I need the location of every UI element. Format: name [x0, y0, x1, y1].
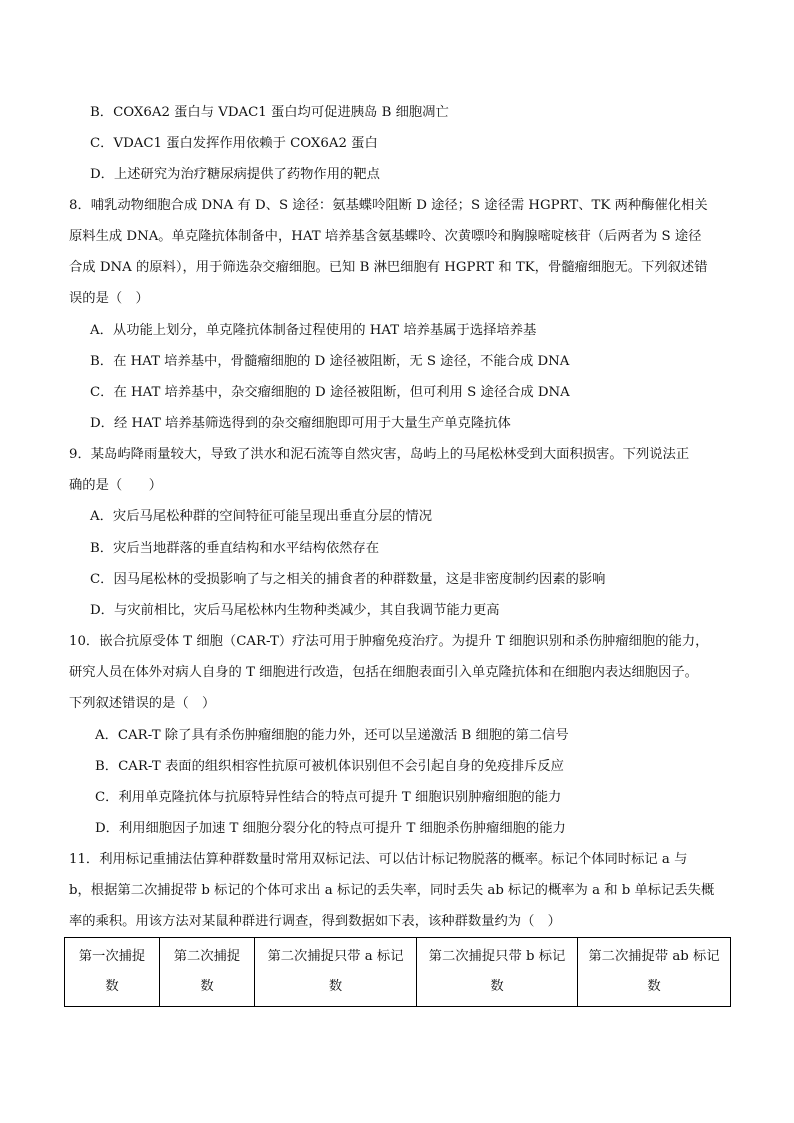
- q8-option-b: B．在 HAT 培养基中，骨髓瘤细胞的 D 途径被阻断，无 S 途径，不能合成 DNA: [90, 354, 570, 369]
- table-header-cell: 第一次捕捉 数: [65, 938, 160, 1007]
- q8-option-d: D．经 HAT 培养基筛选得到的杂交瘤细胞即可用于大量生产单克隆抗体: [90, 416, 511, 431]
- q9-option-a: A．灾后马尾松种群的空间特征可能呈现出垂直分层的情况: [90, 509, 433, 524]
- q10-option-c: C．利用单克隆抗体与抗原特异性结合的特点可提升 T 细胞识别肿瘤细胞的能力: [95, 790, 562, 805]
- table-header-cell: 第二次捕捉 数: [160, 938, 255, 1007]
- q9-option-d: D．与灾前相比，灾后马尾松林内生物种类减少，其自我调节能力更高: [90, 603, 500, 618]
- q10-option-d: D．利用细胞因子加速 T 细胞分裂分化的特点可提升 T 细胞杀伤肿瘤细胞的能力: [95, 821, 566, 836]
- q9-option-b: B．灾后当地群落的垂直结构和水平结构依然存在: [90, 541, 380, 556]
- q8-stem-line-1: 8．哺乳动物细胞合成 DNA 有 D、S 途径：氨基蝶呤阻断 D 途径；S 途径需 HGPRT、TK 两种酶催化相关: [69, 198, 708, 213]
- q7-option-c: C．VDAC1 蛋白发挥作用依赖于 COX6A2 蛋白: [90, 136, 378, 151]
- q7-option-b: B．COX6A2 蛋白与 VDAC1 蛋白均可促进胰岛 B 细胞凋亡: [90, 105, 449, 120]
- q11-stem-line-3: 率的乘积。用该方法对某鼠种群进行调查，得到数据如下表，该种群数量约为（ ）: [69, 914, 561, 929]
- q11-stem-line-1: 11．利用标记重捕法估算种群数量时常用双标记法、可以估计标记物脱落的概率。标记个体同时标记 a 与: [69, 852, 688, 867]
- q10-stem-line-2: 研究人员在体外对病人自身的 T 细胞进行改造，包括在细胞表面引入单克隆抗体和在细胞内表达细胞因子。: [69, 665, 698, 680]
- table-header-cell: 第二次捕捉只带 b 标记 数: [417, 938, 578, 1007]
- q8-option-c: C．在 HAT 培养基中，杂交瘤细胞的 D 途径被阻断，但可利用 S 途径合成 DNA: [90, 385, 570, 400]
- table-header-cell: 第二次捕捉只带 a 标记 数: [255, 938, 417, 1007]
- q8-stem-line-3: 合成 DNA 的原料），用于筛选杂交瘤细胞。已知 B 淋巴细胞有 HGPRT 和 TK，骨髓瘤细胞无。下列叙述错: [69, 260, 708, 275]
- table-header-cell: 第二次捕捉带 ab 标记 数: [578, 938, 731, 1007]
- q9-stem-line-1: 9．某岛屿降雨量较大，导致了洪水和泥石流等自然灾害，岛屿上的马尾松林受到大面积损害。下列说法正: [69, 447, 690, 462]
- q10-stem-line-1: 10．嵌合抗原受体 T 细胞（CAR-T）疗法可用于肿瘤免疫治疗。为提升 T 细胞识别和杀伤肿瘤细胞的能力，: [69, 634, 709, 649]
- q11-stem-line-2: b，根据第二次捕捉带 b 标记的个体可求出 a 标记的丢失率，同时丢失 ab 标记的概率为 a 和 b 单标记丢失概: [69, 883, 715, 898]
- q11-data-table: [64, 937, 731, 1007]
- q9-option-c: C．因马尾松林的受损影响了与之相关的捕食者的种群数量，这是非密度制约因素的影响: [90, 572, 606, 587]
- q8-option-a: A．从功能上划分，单克隆抗体制备过程使用的 HAT 培养基属于选择培养基: [90, 323, 537, 338]
- q10-option-a: A．CAR-T 除了具有杀伤肿瘤细胞的能力外，还可以呈递激活 B 细胞的第二信号: [95, 728, 569, 743]
- q10-option-b: B．CAR-T 表面的组织相容性抗原可被机体识别但不会引起自身的免疫排斥反应: [95, 759, 564, 774]
- q10-stem-line-3: 下列叙述错误的是（ ）: [69, 696, 216, 711]
- q9-stem-line-2: 确的是（ ）: [69, 478, 163, 493]
- table-header-row: [65, 938, 731, 1007]
- q7-option-d: D．上述研究为治疗糖尿病提供了药物作用的靶点: [90, 167, 380, 182]
- q8-stem-line-4: 误的是（ ）: [69, 291, 149, 306]
- q8-stem-line-2: 原料生成 DNA。单克隆抗体制备中，HAT 培养基含氨基蝶呤、次黄嘌呤和胸腺嘧啶核苷（后两者为 S 途径: [69, 229, 702, 244]
